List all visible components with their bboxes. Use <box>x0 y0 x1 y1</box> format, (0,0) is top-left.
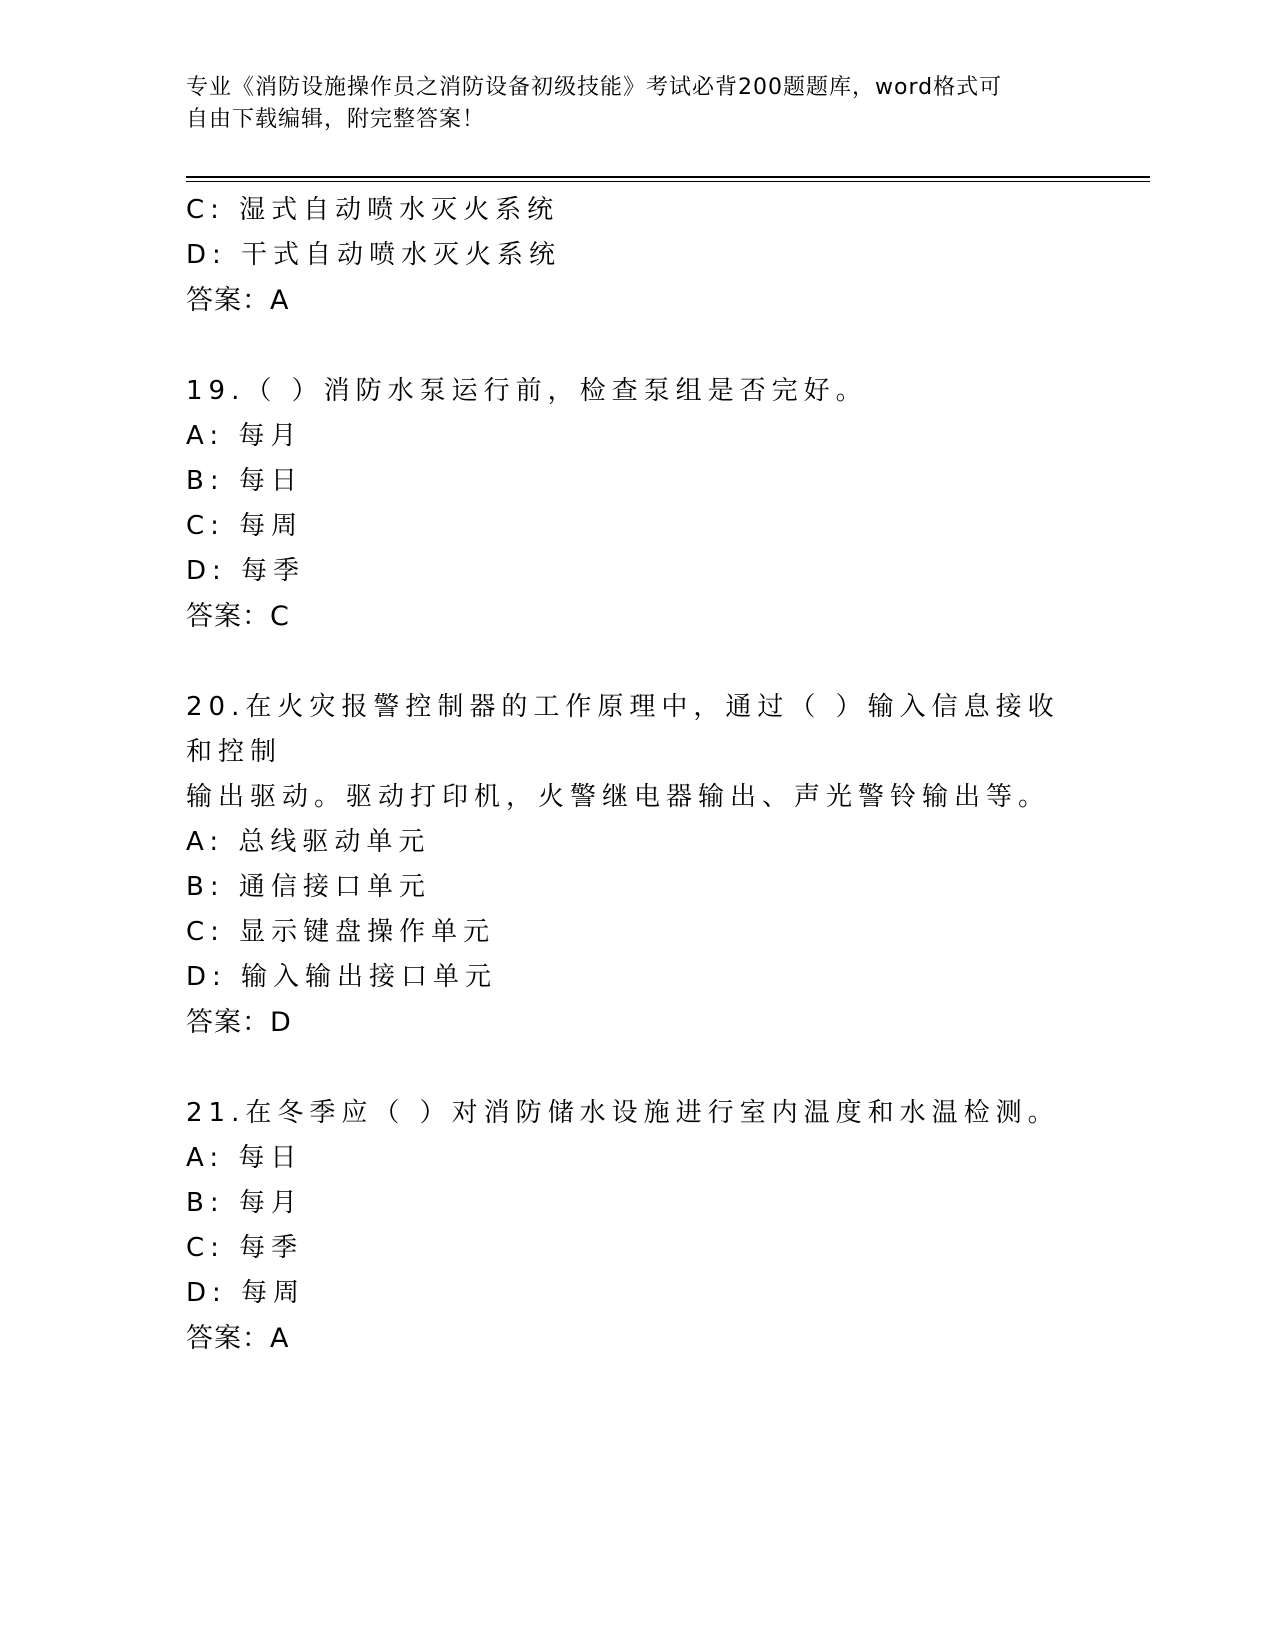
option-d: D: 每季 <box>186 556 306 586</box>
document-header <box>186 72 1086 136</box>
option-a: A: 总线驱动单元 <box>186 827 431 857</box>
question-text: 21.在冬季应（ ）对消防储水设施进行室内温度和水温检测。 <box>186 1098 1060 1128</box>
answer-line: 答案：A <box>186 285 290 316</box>
question-text-line-1: 20.在火灾报警控制器的工作原理中，通过（ ）输入信息接收和控制 <box>186 692 1060 767</box>
question-text: 19.（ ）消防水泵运行前，检查泵组是否完好。 <box>186 376 868 406</box>
answer-line: 答案：D <box>186 1007 292 1038</box>
header-divider-thin <box>186 181 1150 182</box>
header-divider-thick <box>186 176 1150 178</box>
question-block-19 <box>186 369 1086 639</box>
question-block-18 <box>186 188 1086 323</box>
option-d: D: 每周 <box>186 1278 306 1308</box>
spacer <box>186 639 1086 685</box>
question-block-21 <box>186 1091 1086 1361</box>
option-b: B: 每月 <box>186 1188 303 1218</box>
option-b: B: 通信接口单元 <box>186 872 431 902</box>
option-d: D: 干式自动喷水灭火系统 <box>186 240 562 270</box>
header-line-1: 专业《消防设施操作员之消防设备初级技能》考试必背200题题库，word格式可 <box>186 75 1003 100</box>
option-a: A: 每月 <box>186 421 303 451</box>
option-b: B: 每日 <box>186 466 303 496</box>
question-list <box>186 188 1086 1361</box>
option-c: C: 每周 <box>186 511 304 541</box>
answer-line: 答案：A <box>186 1323 290 1354</box>
spacer <box>186 1045 1086 1091</box>
option-d: D: 输入输出接口单元 <box>186 962 498 992</box>
option-c: C: 显示键盘操作单元 <box>186 917 496 947</box>
answer-line: 答案：C <box>186 601 290 632</box>
option-c: C: 每季 <box>186 1233 304 1263</box>
spacer <box>186 323 1086 369</box>
header-line-2: 自由下载编辑，附完整答案！ <box>186 107 486 132</box>
question-block-20 <box>186 685 1086 1045</box>
option-c: C: 湿式自动喷水灭火系统 <box>186 195 560 225</box>
option-a: A: 每日 <box>186 1143 303 1173</box>
question-text-line-2: 输出驱动。驱动打印机，火警继电器输出、声光警铃输出等。 <box>186 782 1051 812</box>
